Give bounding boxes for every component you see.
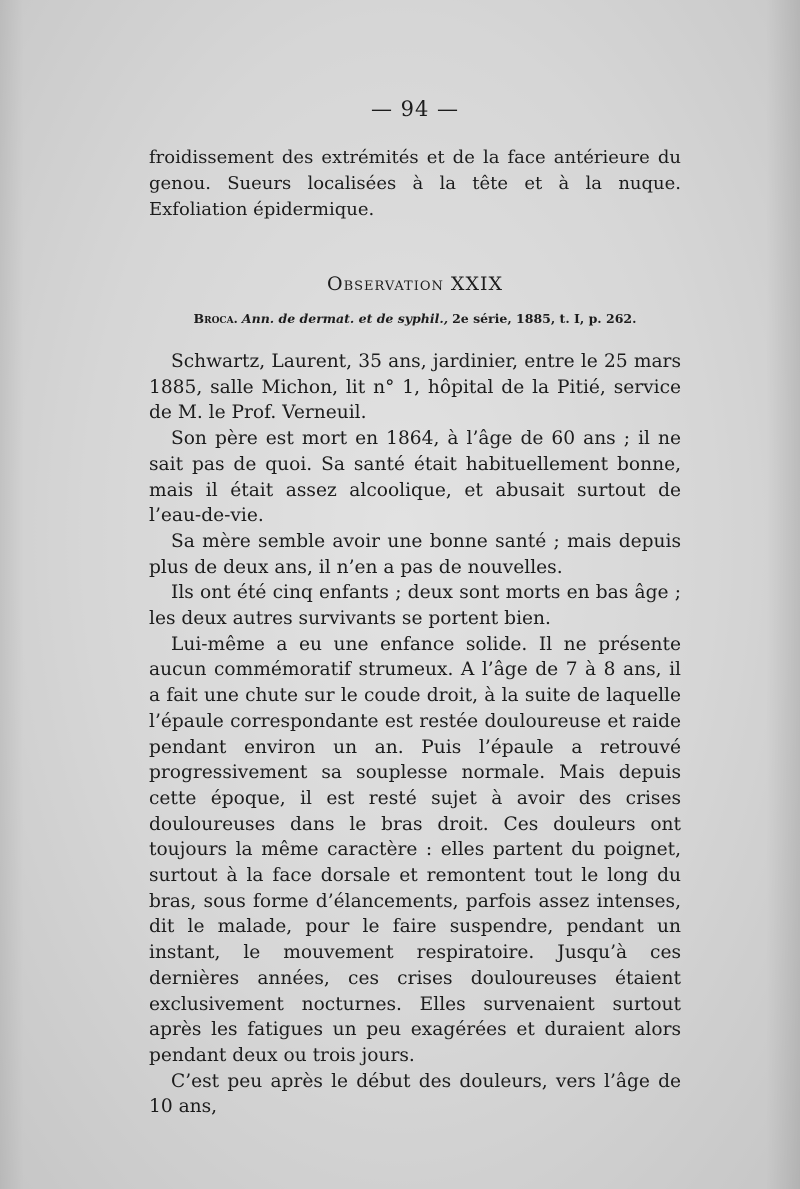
observation-body	[149, 349, 681, 1120]
observation-title: Observation XXIX	[327, 273, 503, 295]
page-number: — 94 —	[370, 97, 460, 121]
intro-paragraph: froidissement des extrémités et de la face antérieure du genou. Sueurs localisées à la tête et à la nuque. Exfoliation épidermique.	[149, 147, 681, 220]
paragraph: Lui-même a eu une enfance solide. Il ne présente aucun commémoratif strumeux. A l’âge de 7 à 8 ans, il a fait une chute sur le coude droit, à la suite de laquelle l’épaule correspondante est restée douloureuse et raide pendant environ un an. Puis l’épaule a retrouvé progressivement sa souplesse normale. Mais depuis cette époque, il est resté sujet à avoir des crises douloureuses dans le bras droit. Ces douleurs ont toujours la même caractère : elles partent du poignet, surtout à la face dorsale et remontent tout le long du bras, sous forme d’élancements, parfois assez intenses, dit le malade, pour le faire suspendre, pendant un instant, le mouvement respiratoire. Jusqu’à ces dernières années, ces crises douloureuses étaient exclusivement nocturnes. Elles survenaient surtout après les fatigues un peu exagérées et duraient alors pendant deux ou trois jours.	[149, 633, 681, 1066]
page-shadow-left	[0, 0, 24, 1189]
paragraph: Sa mère semble avoir une bonne santé ; mais depuis plus de deux ans, il n’en a pas de nouvelles.	[149, 530, 681, 578]
text-block	[149, 96, 681, 1120]
citation-author: Broca.	[193, 311, 238, 326]
paragraph: Son père est mort en 1864, à l’âge de 60 ans ; il ne sait pas de quoi. Sa santé était habituellement bonne, mais il était assez alcoolique, et abusait surtout de l’eau-de-vie.	[149, 428, 681, 527]
paragraph: C’est peu après le début des douleurs, vers l’âge de 10 ans,	[149, 1070, 681, 1118]
citation-journal: Ann. de dermat. et de syphil.,	[241, 311, 449, 326]
paragraph: Ils ont été cinq enfants ; deux sont morts en bas âge ; les deux autres survivants se portent bien.	[149, 582, 681, 630]
page-shadow-right	[766, 0, 800, 1189]
citation-details: 2e série, 1885, t. I, p. 262.	[452, 311, 637, 326]
paragraph: Schwartz, Laurent, 35 ans, jardinier, entre le 25 mars 1885, salle Michon, lit n° 1, hôpital de la Pitié, service de M. le Prof. Verneuil.	[149, 351, 681, 424]
citation	[149, 311, 681, 327]
